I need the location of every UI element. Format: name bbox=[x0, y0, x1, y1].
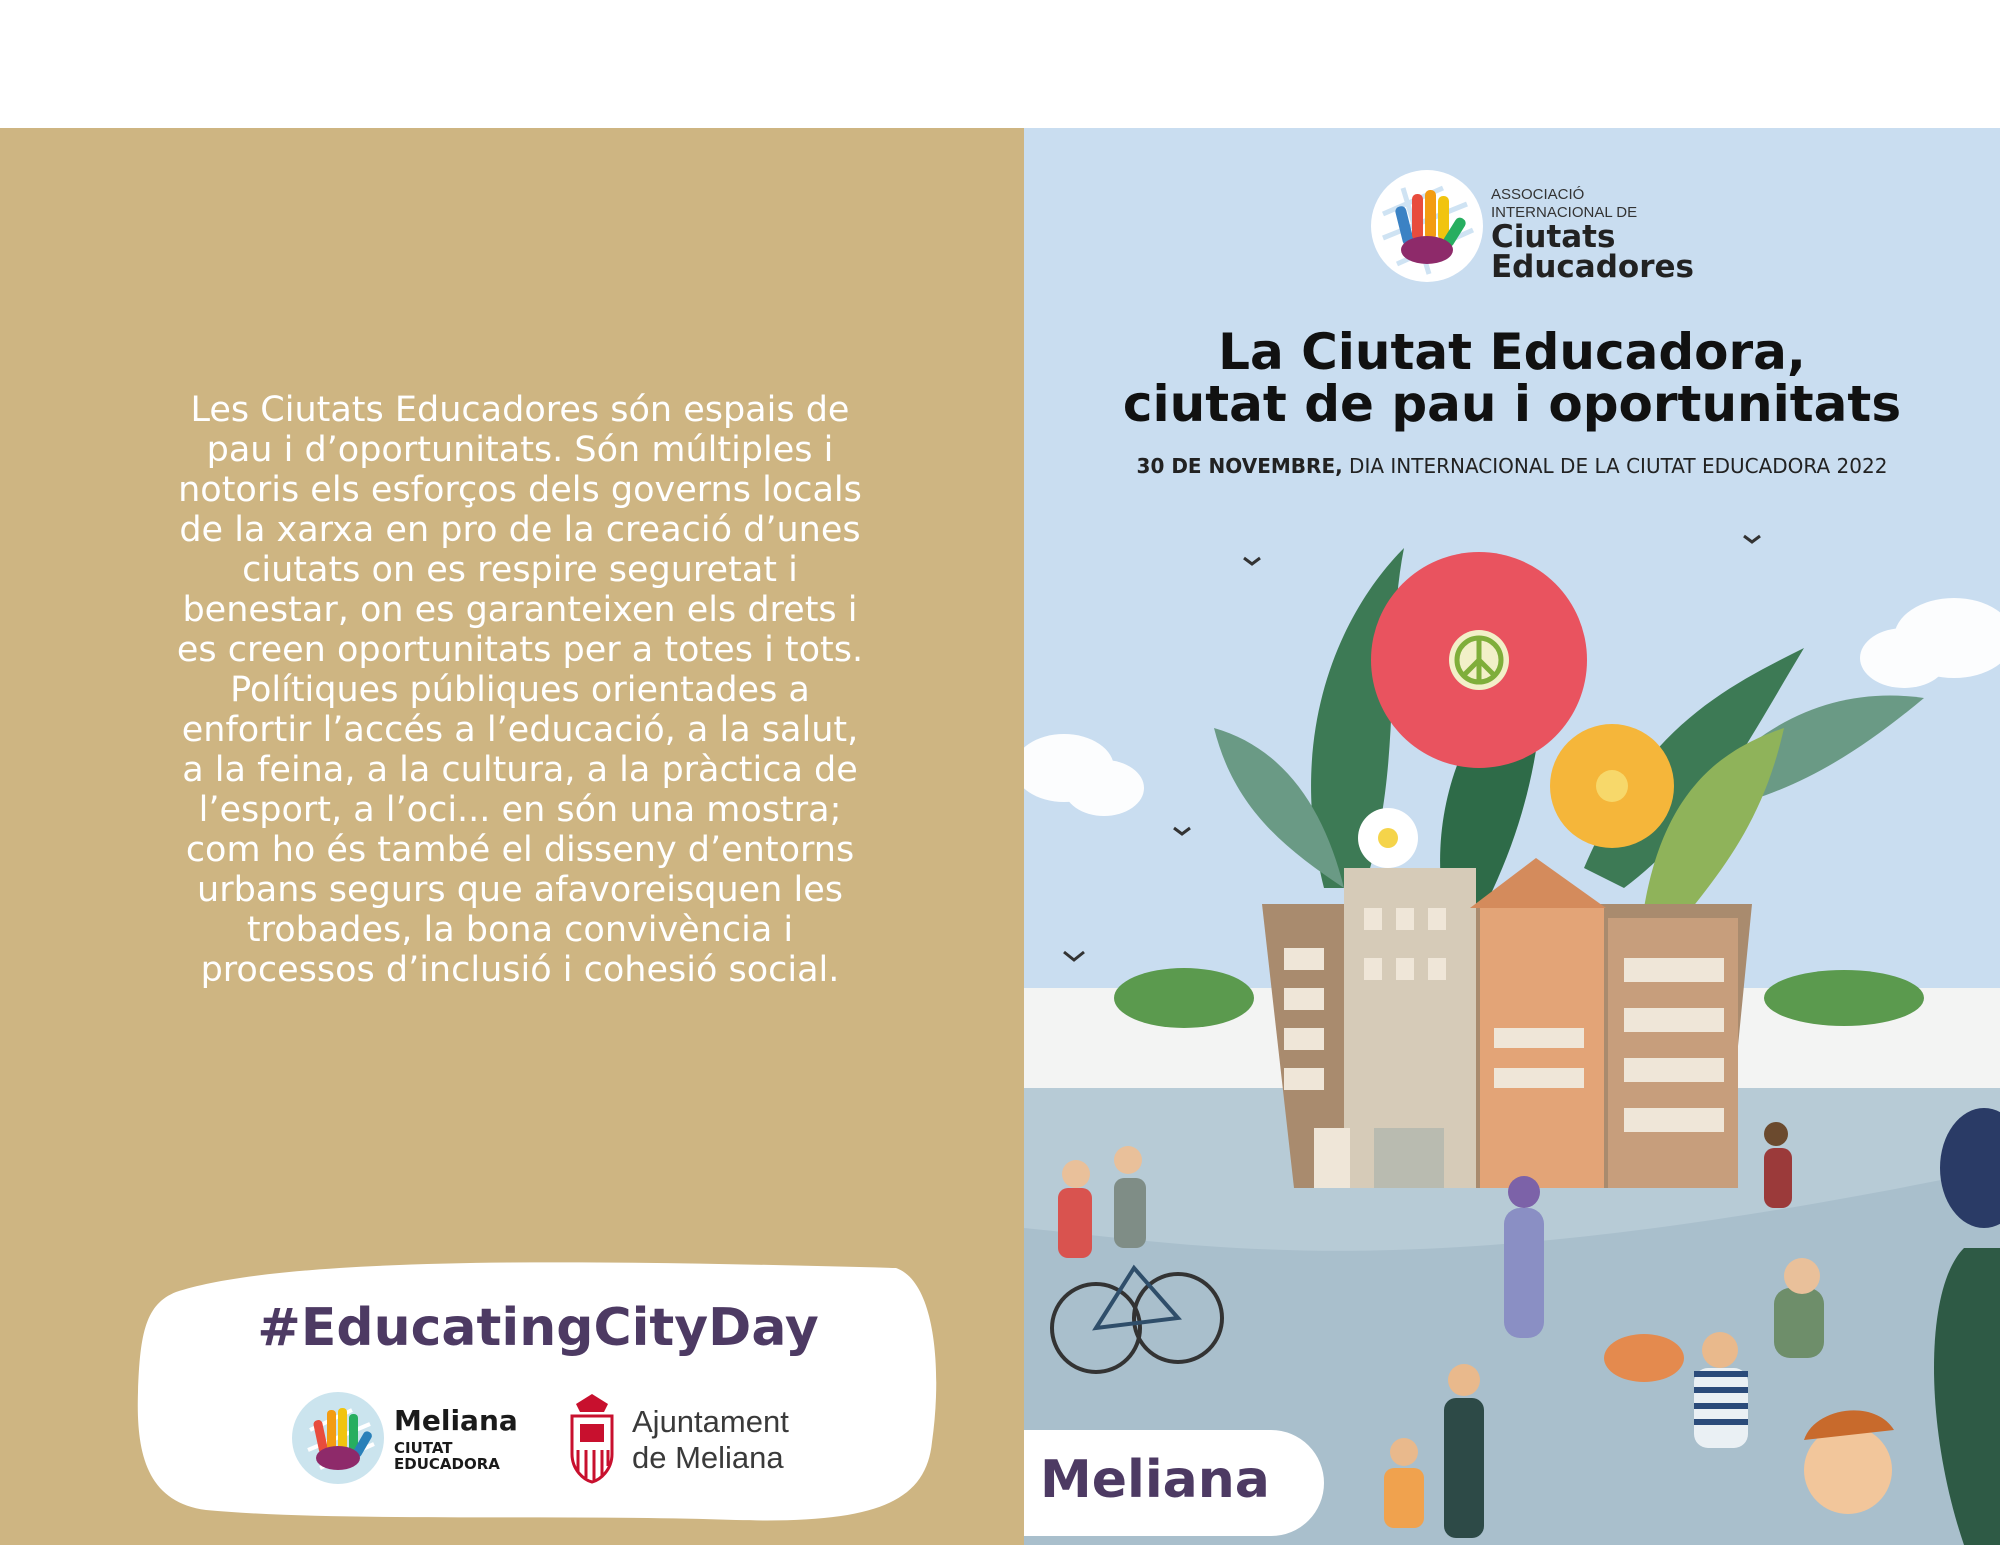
aice-logo-small-text: ASSOCIACIÓ INTERNACIONAL DE bbox=[1491, 186, 1638, 221]
ajuntament-name: Ajuntament de Meliana bbox=[632, 1404, 789, 1475]
intro-text: Les Ciutats Educadores són espais de pau i d’oportunitats. Són múltiples i notoris els esforços dels governs locals de la xarxa en pro de la creació d’unes ciutats on es respire seguretat i benestar, on es garanteixen els drets i es creen oportunitats per a totes i tots. Polítiques públiques orientades a enfortir l’accés a l’educació, a la salut, a la feina, a la cultura, a la pràctica de l’esport, a l’oci... en són una mostra; com ho és també el disseny d’entorns urbans segurs que afavoreisquen les trobades, la bona convivència i processos d’inclusió i cohesió social. bbox=[176, 390, 864, 990]
white-flower-icon bbox=[1358, 808, 1418, 868]
left-panel bbox=[0, 128, 1024, 1545]
meliana-logo-subtitle: CIUTAT EDUCADORA bbox=[394, 1439, 500, 1473]
city-illustration bbox=[1024, 528, 2000, 1545]
peace-flower-icon bbox=[1371, 552, 1587, 768]
meliana-ciutat-educadora-logo bbox=[290, 1390, 550, 1490]
hashtag: #EducatingCityDay bbox=[257, 1298, 819, 1358]
event-date: 30 DE NOVEMBRE, bbox=[1136, 454, 1343, 478]
place-name: Meliana bbox=[1040, 1450, 1270, 1510]
place-tag bbox=[1024, 1430, 1324, 1536]
event-subtitle bbox=[1024, 454, 2000, 478]
hashtag-card bbox=[136, 1252, 940, 1528]
hand-logo-icon bbox=[1369, 168, 1485, 284]
ajuntament-logo bbox=[566, 1390, 826, 1490]
aice-logo bbox=[1369, 168, 1709, 288]
heart-flower-icon bbox=[1550, 724, 1674, 848]
hand-logo-icon bbox=[290, 1390, 386, 1486]
meliana-logo-title: Meliana bbox=[394, 1404, 518, 1437]
aice-logo-big-text: Ciutats Educadores bbox=[1491, 219, 1694, 285]
event-name: DIA INTERNACIONAL DE LA CIUTAT EDUCADORA 2022 bbox=[1342, 454, 1888, 478]
coat-of-arms-icon bbox=[566, 1392, 618, 1484]
main-title: La Ciutat Educadora, ciutat de pau i oportunitats bbox=[1122, 323, 1902, 433]
right-panel bbox=[1024, 128, 2000, 1545]
